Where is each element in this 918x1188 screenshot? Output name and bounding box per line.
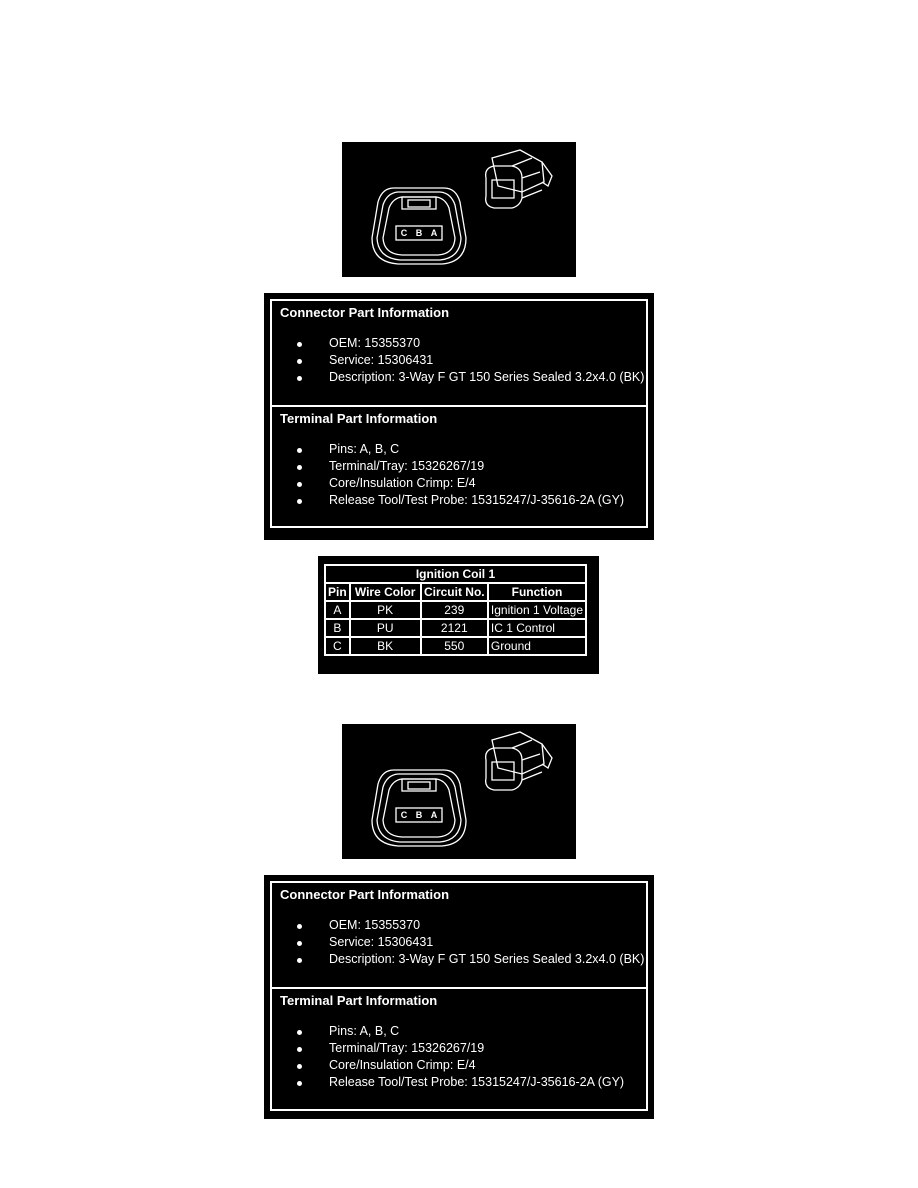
pin-table-header-row [325, 583, 586, 601]
pin-label-c: C [400, 228, 408, 238]
connector-figure-1 [342, 142, 576, 277]
cell-pin: C [325, 637, 350, 655]
connector-illustration [342, 142, 576, 277]
table-row [325, 619, 586, 637]
pin-label-a: A [430, 228, 438, 238]
pin-table-title: Ignition Coil 1 [325, 565, 586, 583]
table-row [325, 637, 586, 655]
bullet-item: OEM: 15355370 [280, 917, 646, 934]
connector-info-title: Connector Part Information [280, 305, 450, 320]
pin-label-b: B [415, 228, 423, 238]
cell-circuit-no: 2121 [421, 619, 488, 637]
pin-label-a: A [430, 810, 438, 820]
bullet-item: Description: 3-Way F GT 150 Series Sealed 3.2x4.0 (BK) [280, 951, 646, 968]
part-info-panel-2 [264, 875, 654, 1119]
bullet-item: Service: 15306431 [280, 352, 646, 369]
header-function: Function [488, 583, 586, 601]
bullet-item: Terminal/Tray: 15326267/19 [280, 1040, 646, 1057]
bullet-item: Service: 15306431 [280, 934, 646, 951]
bullet-item: Core/Insulation Crimp: E/4 [280, 475, 646, 492]
cell-wire-color: PK [350, 601, 421, 619]
bullet-item: Release Tool/Test Probe: 15315247/J-35616-2A (GY) [280, 1074, 646, 1091]
cell-function: Ignition 1 Voltage [488, 601, 586, 619]
cell-pin: A [325, 601, 350, 619]
bullet-item: Core/Insulation Crimp: E/4 [280, 1057, 646, 1074]
table-row [325, 601, 586, 619]
header-circuit-no: Circuit No. [421, 583, 488, 601]
terminal-info-title: Terminal Part Information [280, 411, 438, 426]
cell-wire-color: BK [350, 637, 421, 655]
cell-function: Ground [488, 637, 586, 655]
cell-circuit-no: 239 [421, 601, 488, 619]
cell-wire-color: PU [350, 619, 421, 637]
pin-label-c: C [400, 810, 408, 820]
header-pin: Pin [325, 583, 350, 601]
part-info-panel-1 [264, 293, 654, 540]
connector-info-section [272, 883, 646, 989]
bullet-item: Description: 3-Way F GT 150 Series Sealed 3.2x4.0 (BK) [280, 369, 646, 386]
bullet-item: Release Tool/Test Probe: 15315247/J-35616-2A (GY) [280, 492, 646, 509]
bullet-item: Terminal/Tray: 15326267/19 [280, 458, 646, 475]
bullet-item: Pins: A, B, C [280, 1023, 646, 1040]
terminal-info-section [272, 989, 646, 1091]
cell-circuit-no: 550 [421, 637, 488, 655]
header-wire-color: Wire Color [350, 583, 421, 601]
terminal-info-section [272, 407, 646, 509]
terminal-info-title: Terminal Part Information [280, 993, 438, 1008]
connector-illustration [342, 724, 576, 859]
pin-table-container [318, 556, 599, 674]
cell-function: IC 1 Control [488, 619, 586, 637]
connector-info-section [272, 301, 646, 407]
connector-info-title: Connector Part Information [280, 887, 450, 902]
bullet-item: Pins: A, B, C [280, 441, 646, 458]
pin-table [324, 564, 587, 656]
pin-label-b: B [415, 810, 423, 820]
connector-figure-2 [342, 724, 576, 859]
bullet-item: OEM: 15355370 [280, 335, 646, 352]
cell-pin: B [325, 619, 350, 637]
